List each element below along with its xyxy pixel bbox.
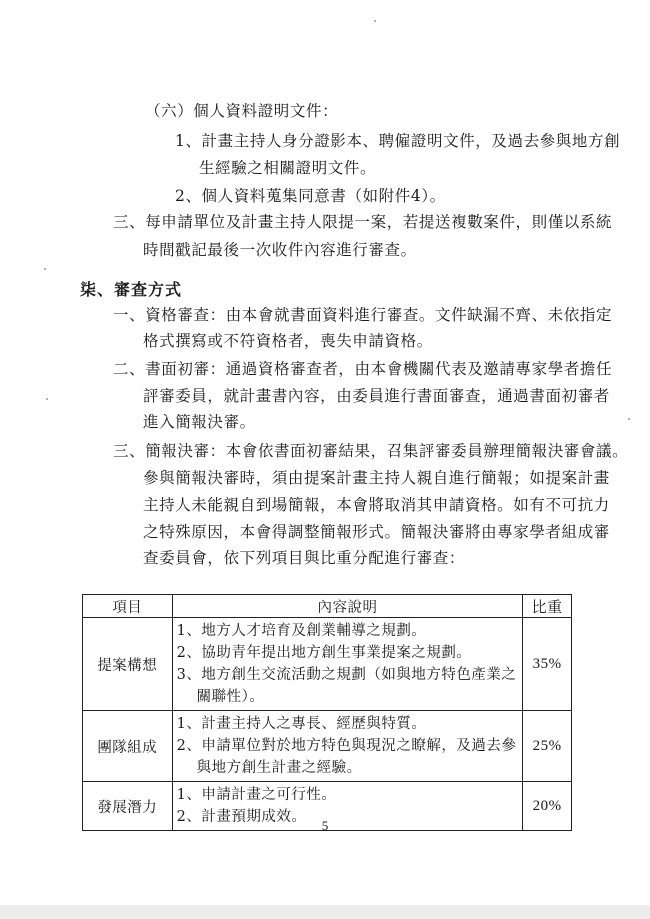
item-1-line-1: 1、計畫主持人身分證影本、聘僱證明文件，及過去參與地方創	[175, 132, 621, 150]
row-description	[172, 711, 523, 782]
description-line: 與地方創生計畫之經驗。	[196, 760, 362, 776]
row-weight: 20%	[523, 782, 572, 831]
section-heading: 柒、審查方式	[80, 280, 183, 299]
written-review-line-1: 二、書面初審：通過資格審查者，由本會機關代表及邀請專家學者擔任	[113, 360, 613, 378]
final-review-line-2: 參與簡報決審時，須由提案計畫主持人親自進行簡報；如提案計畫	[143, 469, 610, 487]
scan-edge	[0, 905, 650, 919]
scan-speck	[46, 398, 48, 400]
row-item: 發展潛力	[83, 782, 173, 831]
header-weight: 比重	[523, 595, 572, 618]
row-item: 提案構想	[83, 618, 173, 711]
rule-3-line-1: 三、每申請單位及計畫主持人限提一案，若提送複數案件，則僅以系統	[113, 213, 613, 231]
rule-3-line-2: 時間戳記最後一次收件內容進行審查。	[143, 241, 417, 259]
description-line: 2、申請單位對於地方特色與現況之瞭解，及過去參	[176, 738, 517, 754]
description-line: 2、計畫預期成效。	[176, 809, 307, 825]
description-line: 1、地方人才培育及創業輔導之規劃。	[176, 623, 427, 639]
scan-speck	[44, 268, 46, 270]
description-line: 2、協助青年提出地方創生事業提案之規劃。	[176, 645, 472, 661]
scan-speck	[374, 20, 376, 22]
final-review-line-4: 之特殊原因，本會得調整簡報形式。簡報決審將由專家學者組成審	[143, 523, 610, 541]
page-number: 5	[321, 818, 329, 833]
description-line: 1、計畫主持人之專長、經歷與特質。	[176, 716, 427, 732]
description-line: 3、地方創生交流活動之規劃（如與地方特色產業之	[176, 667, 517, 683]
qualification-review-line-2: 格式撰寫或不符資格者，喪失申請資格。	[143, 332, 433, 350]
final-review-line-3: 主持人未能親自到場簡報，本會將取消其申請資格。如有不可抗力	[143, 496, 610, 514]
written-review-line-3: 進入簡報決審。	[143, 413, 256, 431]
section-6-title: （六）個人資料證明文件：	[145, 102, 339, 120]
final-review-line-5: 查委員會，依下列項目與比重分配進行審查：	[143, 549, 466, 567]
row-item: 團隊組成	[83, 711, 173, 782]
description-line: 關聯性）。	[196, 689, 265, 705]
description-line: 1、申請計畫之可行性。	[176, 787, 337, 803]
evaluation-table	[82, 594, 572, 831]
scan-speck	[628, 418, 630, 420]
header-item: 項目	[83, 595, 173, 618]
header-description: 內容說明	[172, 595, 523, 618]
item-2: 2、個人資料蒐集同意書（如附件4）。	[175, 187, 446, 205]
table-header-row	[83, 595, 572, 618]
table-row	[83, 618, 572, 711]
qualification-review-line-1: 一、資格審查：由本會就書面資料進行審查。文件缺漏不齊、未依指定	[113, 306, 613, 324]
row-weight: 25%	[523, 711, 572, 782]
table-row	[83, 711, 572, 782]
final-review-line-1: 三、簡報決審：本會依書面初審結果，召集評審委員辦理簡報決審會議。	[113, 442, 629, 460]
row-weight: 35%	[523, 618, 572, 711]
row-description	[172, 618, 523, 711]
item-1-line-2: 生經驗之相關證明文件。	[199, 159, 377, 177]
written-review-line-2: 評審委員，就計畫書內容，由委員進行書面審查，通過書面初審者	[143, 387, 610, 405]
